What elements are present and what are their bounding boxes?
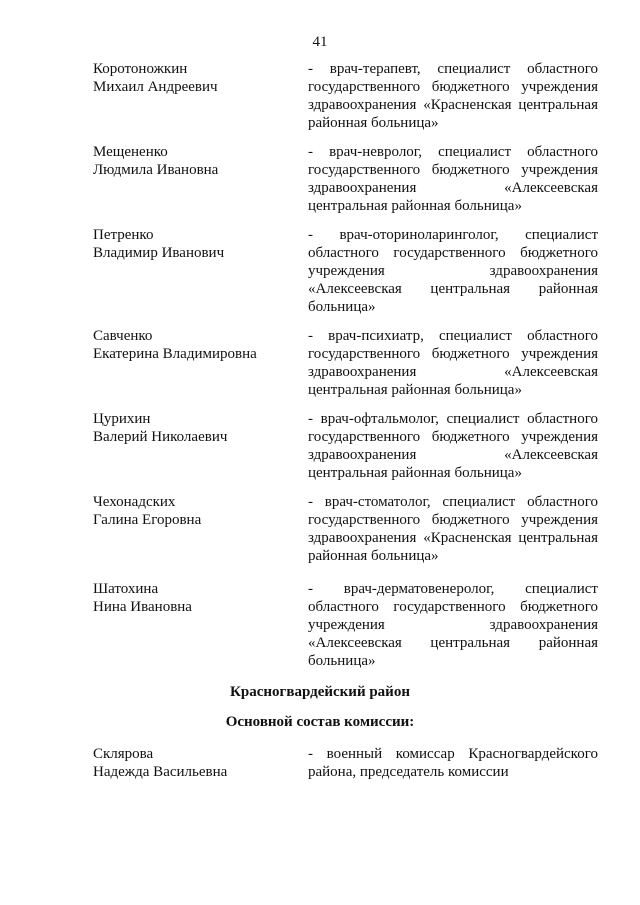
description-line: учреждения здравоохранения bbox=[308, 617, 598, 633]
member-surname: Чехонадских bbox=[93, 494, 176, 510]
section-title: Красногвардейский район bbox=[230, 684, 410, 700]
member-description bbox=[308, 327, 598, 399]
member-surname: Коротоножкин bbox=[93, 61, 188, 77]
description-line: - врач-офтальмолог, специалист областного bbox=[308, 411, 598, 427]
member-description bbox=[308, 580, 598, 670]
member-given-name: Екатерина Владимировна bbox=[93, 346, 257, 362]
description-line: «Алексеевская центральная районная bbox=[308, 635, 598, 651]
member-name bbox=[93, 410, 293, 446]
description-line: здравоохранения «Красненская центральная bbox=[308, 530, 598, 546]
member-surname: Савченко bbox=[93, 328, 153, 344]
description-line: здравоохранения «Алексеевская bbox=[308, 447, 598, 463]
member-description bbox=[308, 60, 598, 132]
description-line: государственного бюджетного учреждения bbox=[308, 346, 598, 362]
description-line: здравоохранения «Алексеевская bbox=[308, 364, 598, 380]
member-given-name: Владимир Иванович bbox=[93, 245, 225, 261]
member-description bbox=[308, 745, 598, 781]
description-line: - врач-оториноларинголог, специалист bbox=[308, 227, 598, 243]
description-line: областного государственного бюджетного bbox=[308, 245, 598, 261]
member-name bbox=[93, 580, 293, 616]
description-line: «Алексеевская центральная районная bbox=[308, 281, 598, 297]
member-surname: Шатохина bbox=[93, 581, 159, 597]
member-given-name: Михаил Андреевич bbox=[93, 79, 218, 95]
member-name bbox=[93, 493, 293, 529]
description-line: районная больница» bbox=[308, 548, 439, 564]
description-line: государственного бюджетного учреждения bbox=[308, 162, 598, 178]
member-given-name: Нина Ивановна bbox=[93, 599, 192, 615]
description-line: учреждения здравоохранения bbox=[308, 263, 598, 279]
description-line: - врач-стоматолог, специалист областного bbox=[308, 494, 598, 510]
description-line: центральная районная больница» bbox=[308, 465, 522, 481]
description-line: государственного бюджетного учреждения bbox=[308, 512, 598, 528]
member-description bbox=[308, 226, 598, 316]
description-line: центральная районная больница» bbox=[308, 382, 522, 398]
member-given-name: Надежда Васильевна bbox=[93, 764, 228, 780]
page-number: 41 bbox=[312, 34, 328, 50]
member-given-name: Валерий Николаевич bbox=[93, 429, 228, 445]
member-description bbox=[308, 143, 598, 215]
description-line: - врач-невролог, специалист областного bbox=[308, 144, 598, 160]
member-name bbox=[93, 60, 293, 96]
member-name bbox=[93, 143, 293, 179]
description-line: района, председатель комиссии bbox=[308, 764, 509, 780]
member-given-name: Людмила Ивановна bbox=[93, 162, 219, 178]
description-line: государственного бюджетного учреждения bbox=[308, 79, 598, 95]
description-line: областного государственного бюджетного bbox=[308, 599, 598, 615]
member-surname: Петренко bbox=[93, 227, 154, 243]
description-line: - врач-дерматовенеролог, специалист bbox=[308, 581, 598, 597]
description-line: - военный комиссар Красногвардейского bbox=[308, 746, 598, 762]
description-line: больница» bbox=[308, 653, 376, 669]
subsection-title: Основной состав комиссии: bbox=[225, 714, 415, 730]
member-surname: Цурихин bbox=[93, 411, 151, 427]
member-name bbox=[93, 226, 293, 262]
member-description bbox=[308, 410, 598, 482]
member-given-name: Галина Егоровна bbox=[93, 512, 202, 528]
member-name bbox=[93, 745, 293, 781]
member-surname: Мещененко bbox=[93, 144, 168, 160]
description-line: государственного бюджетного учреждения bbox=[308, 429, 598, 445]
member-name bbox=[93, 327, 293, 363]
description-line: здравоохранения «Алексеевская bbox=[308, 180, 598, 196]
description-line: - врач-терапевт, специалист областного bbox=[308, 61, 598, 77]
description-line: больница» bbox=[308, 299, 376, 315]
description-line: центральная районная больница» bbox=[308, 198, 522, 214]
description-line: здравоохранения «Красненская центральная bbox=[308, 97, 598, 113]
description-line: районная больница» bbox=[308, 115, 439, 131]
member-surname: Склярова bbox=[93, 746, 154, 762]
member-description bbox=[308, 493, 598, 565]
description-line: - врач-психиатр, специалист областного bbox=[308, 328, 598, 344]
